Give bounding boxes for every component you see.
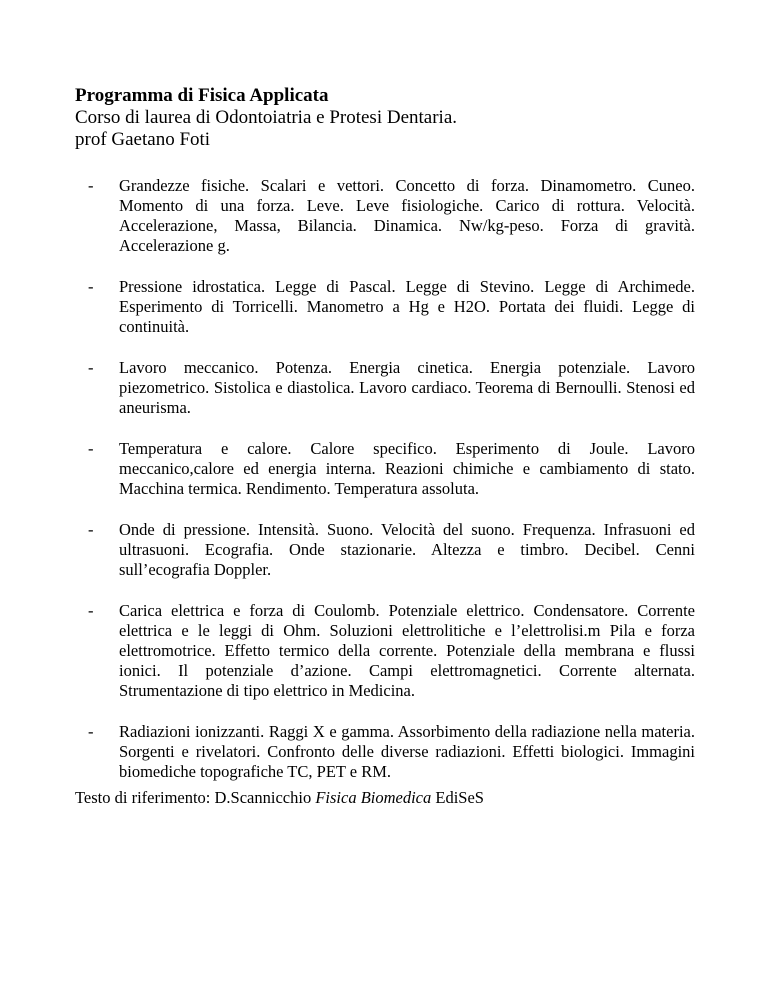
list-item — [88, 277, 695, 337]
document-header — [75, 85, 715, 151]
list-bullet: - — [88, 520, 94, 539]
topic-text: Pressione idrostatica. Legge di Pascal. Legge di Stevino. Legge di Archimede. Esperimento di Torricelli. Manometro a Hg e H2O. Portata dei fluidi. Legge di continuità. — [119, 277, 695, 336]
reference-prefix: Testo di riferimento: D.Scannicchio — [75, 788, 316, 807]
topic-text: Carica elettrica e forza di Coulomb. Potenziale elettrico. Condensatore. Corrente elettrica e le leggi di Ohm. Soluzioni elettrolitiche e l’elettrolisi.m Pila e forza elettromotrice. Effetto termico della corrente. Potenziale della membrana e flussi ionici. Il potenziale d’azione. Campi elettromagnetici. Corrente alternata. Strumentazione di tipo elettrico in Medicina. — [119, 601, 695, 700]
list-item — [88, 176, 695, 256]
list-item — [88, 520, 695, 580]
reference-book-title: Fisica Biomedica — [315, 788, 432, 807]
list-bullet: - — [88, 722, 94, 741]
list-bullet: - — [88, 176, 94, 195]
topic-text: Radiazioni ionizzanti. Raggi X e gamma. Assorbimento della radiazione nella materia. Sorgenti e rivelatori. Confronto delle diverse radiazioni. Effetti biologici. Immagini biomediche topografiche TC, PET e RM. — [119, 722, 695, 781]
list-item — [88, 601, 695, 701]
topic-text: Lavoro meccanico. Potenza. Energia cinetica. Energia potenziale. Lavoro piezometrico. Sistolica e diastolica. Lavoro cardiaco. Teorema di Bernoulli. Stenosi ed aneurisma. — [119, 358, 695, 417]
document-title: Programma di Fisica Applicata — [75, 85, 329, 106]
professor-name: prof Gaetano Foti — [75, 129, 211, 150]
topic-text: Temperatura e calore. Calore specifico. Esperimento di Joule. Lavoro meccanico,calore ed energia interna. Reazioni chimiche e cambiamento di stato. Macchina termica. Rendimento. Temperatura assoluta. — [119, 439, 695, 498]
course-name: Corso di laurea di Odontoiatria e Protesi Dentaria. — [75, 107, 458, 128]
list-bullet: - — [88, 358, 94, 377]
reference-publisher: EdiSeS — [431, 788, 484, 807]
topic-list — [88, 176, 695, 803]
topic-text: Onde di pressione. Intensità. Suono. Velocità del suono. Frequenza. Infrasuoni ed ultrasuoni. Ecografia. Onde stazionarie. Altezza e timbro. Decibel. Cenni sull’ecografia Doppler. — [119, 520, 695, 579]
list-bullet: - — [88, 601, 94, 620]
list-item — [88, 439, 695, 499]
reference-text — [75, 788, 715, 808]
topic-text: Grandezze fisiche. Scalari e vettori. Concetto di forza. Dinamometro. Cuneo. Momento di una forza. Leve. Leve fisiologiche. Carico di rottura. Velocità. Accelerazione, Massa, Bilancia. Dinamica. Nw/kg-peso. Forza di gravità. Accelerazione g. — [119, 176, 695, 255]
list-item — [88, 358, 695, 418]
list-bullet: - — [88, 439, 94, 458]
list-item — [88, 722, 695, 782]
list-bullet: - — [88, 277, 94, 296]
